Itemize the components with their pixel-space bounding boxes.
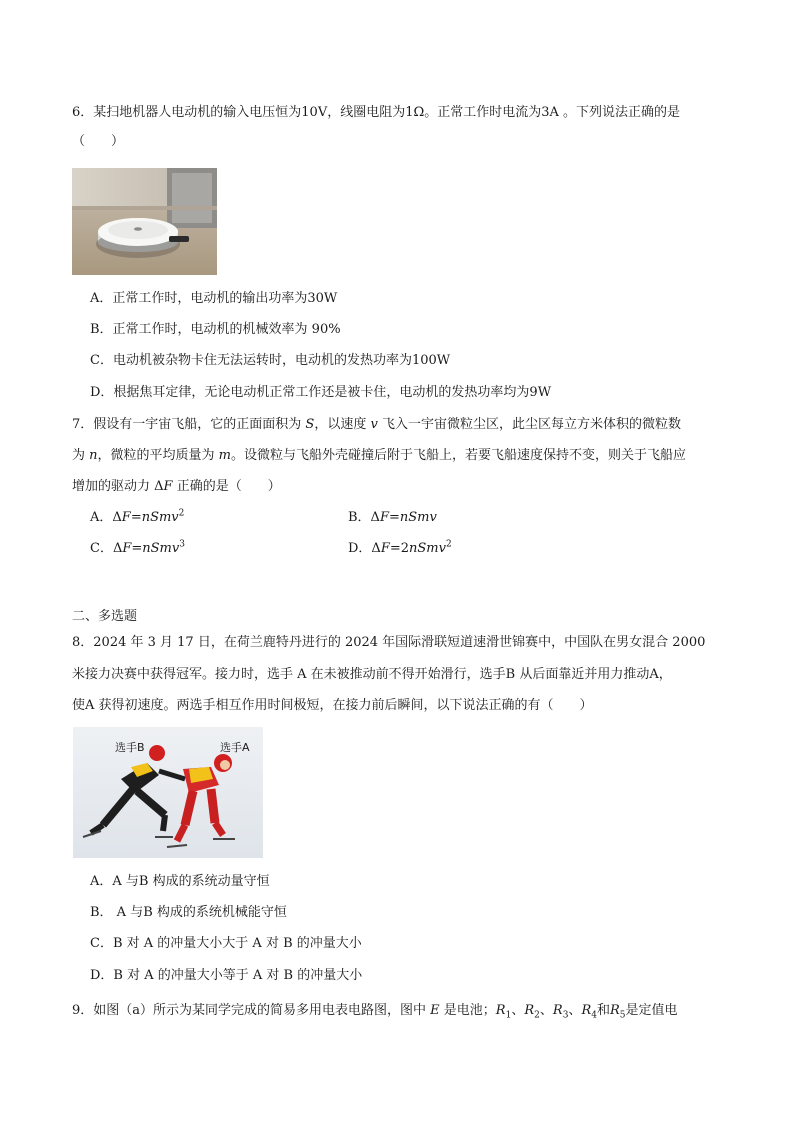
q8-option-d: D．B 对 A 的冲量大小等于 A 对 B 的冲量大小 <box>90 968 363 983</box>
q7-stem-line1: 7．假设有一宇宙飞船，它的正面面积为 S，以速度 v 飞入一宇宙微粒尘区，此尘区每立方米体积的微粒数 <box>72 417 681 432</box>
label-skater-b: 选手B <box>115 741 145 754</box>
q6-option-d: D．根据焦耳定律，无论电动机正常工作还是被卡住，电动机的发热功率均为9W <box>90 385 552 400</box>
q7-option-b: B．ΔF=nSmv <box>348 510 437 525</box>
q9-stem-line1: 9．如图（a）所示为某同学完成的简易多用电表电路图，图中 E 是电池；$R_1$、$R_2$、$R_3$、$R_4$和$R_5$是定值电 <box>72 1003 678 1021</box>
q7-stem-line2: 为 n，微粒的平均质量为 m。设微粒与飞船外壳碰撞后附于飞船上，若要飞船速度保持不变，则关于飞船应 <box>72 448 686 463</box>
label-skater-a: 选手A <box>220 741 250 754</box>
q6-stem-line2: （ ） <box>72 134 125 149</box>
q8-option-c: C．B 对 A 的冲量大小大于 A 对 B 的冲量大小 <box>90 936 362 951</box>
q7-option-a: A．ΔF=nSmv$^2$ <box>90 508 185 525</box>
q7-option-d: D．ΔF=2nSmv$^2$ <box>348 539 452 556</box>
q6-option-b: B．正常工作时，电动机的机械效率为 90% <box>90 322 341 337</box>
q8-option-b: B． A 与B 构成的系统机械能守恒 <box>90 905 287 920</box>
speed-skating-photo <box>73 727 263 858</box>
q7-stem-line3: 增加的驱动力 ΔF 正确的是（ ） <box>72 479 281 494</box>
q6-option-c: C．电动机被杂物卡住无法运转时，电动机的发热功率为100W <box>90 353 451 368</box>
q8-stem-line3: 使A 获得初速度。两选手相互作用时间极短，在接力前后瞬间，以下说法正确的有（ ） <box>72 698 593 713</box>
q6-option-a: A．正常工作时，电动机的输出功率为30W <box>90 291 338 306</box>
robot-vacuum-photo <box>72 168 217 275</box>
section-title: 二、多选题 <box>72 609 138 624</box>
q7-option-c: C．ΔF=nSmv$^3$ <box>90 539 185 556</box>
q8-stem-line2: 米接力决赛中获得冠军。接力时，选手 A 在未被推动前不得开始滑行，选手B 从后面靠近并用力推动A， <box>72 667 672 682</box>
q8-option-a: A．A 与B 构成的系统动量守恒 <box>90 874 270 889</box>
q8-stem-line1: 8．2024 年 3 月 17 日，在荷兰鹿特丹进行的 2024 年国际滑联短道速滑世锦赛中，中国队在男女混合 2000 <box>72 635 706 650</box>
q6-stem-line1: 6．某扫地机器人电动机的输入电压恒为10V，线圈电阻为1Ω。正常工作时电流为3A 。下列说法正确的是 <box>72 105 681 120</box>
